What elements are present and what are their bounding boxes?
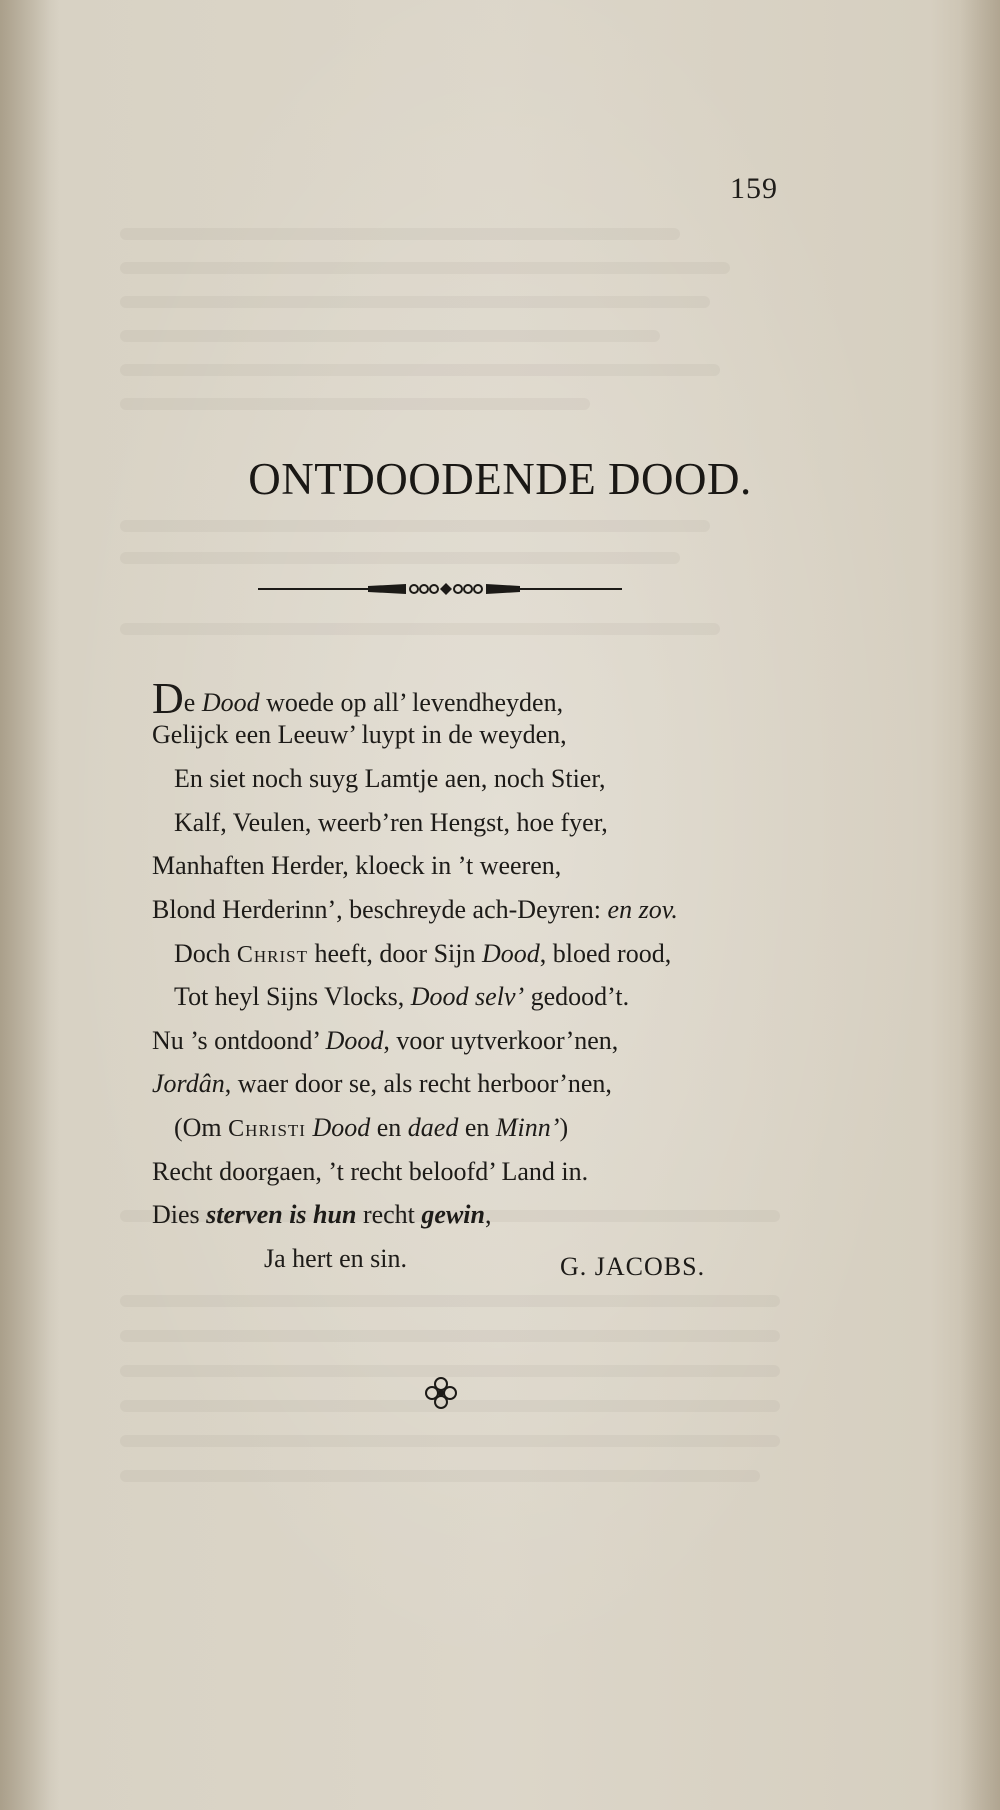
- line-text: Manhaften Herder, kloeck in ’t weeren,: [152, 851, 562, 880]
- poem-line: [174, 982, 629, 1012]
- line-text: Blond Herderinn’, beschreyde ach-Deyren:: [152, 895, 608, 924]
- line-text: Nu ’s ontdoond’: [152, 1026, 326, 1055]
- poem-line: [152, 674, 564, 723]
- author-signature: G. JACOBS.: [560, 1252, 706, 1281]
- poem-line: [152, 851, 561, 881]
- small-caps-text: Christi: [228, 1116, 306, 1142]
- page-number: 159: [730, 172, 778, 205]
- fleuron-icon: [424, 1376, 458, 1410]
- line-text: Doch: [174, 939, 237, 968]
- line-text: , voor uytverkoor’nen,: [383, 1026, 619, 1055]
- poem-line: [152, 895, 678, 925]
- line-text: Gelijck een Leeuw’ luypt in de weyden,: [152, 720, 567, 749]
- line-text: (Om: [174, 1113, 229, 1142]
- line-text: Dies: [152, 1200, 207, 1229]
- line-text: e: [183, 688, 202, 717]
- line-text: En siet noch suyg Lamtje aen, noch Stier,: [174, 764, 606, 793]
- line-text: en: [458, 1113, 496, 1142]
- page-shadow-left: [0, 0, 60, 1810]
- line-text: Tot heyl Sijns Vlocks,: [174, 982, 411, 1011]
- italic-text: Dood selv’: [410, 982, 525, 1011]
- line-text: gedood’t.: [524, 982, 630, 1011]
- line-text: Kalf, Veulen, weerb’ren Hengst, hoe fyer,: [174, 808, 608, 837]
- italic-text: daed: [407, 1113, 459, 1142]
- poem-title: ONTDOODENDE DOOD.: [248, 454, 752, 504]
- poem-line: [152, 1157, 588, 1187]
- poem-line: [174, 764, 605, 794]
- page-shadow-right: [960, 0, 1000, 1810]
- poem-line: [152, 1200, 491, 1230]
- italic-text: Dood: [481, 939, 540, 968]
- line-text: Ja hert en sin.: [264, 1244, 407, 1273]
- line-text: , bloed rood,: [539, 939, 672, 968]
- line-text: , waer door se, als recht herboor’nen,: [224, 1069, 612, 1098]
- poem-line: [174, 1113, 568, 1143]
- italic-text: sterven is hun: [206, 1200, 357, 1229]
- italic-text: Dood: [325, 1026, 384, 1055]
- poem-line: [174, 808, 608, 838]
- line-text: recht: [356, 1200, 422, 1229]
- line-text: en: [370, 1113, 408, 1142]
- italic-text: en zov.: [607, 895, 678, 924]
- italic-text: Minn’: [495, 1113, 560, 1142]
- poem-line: [152, 720, 567, 750]
- line-text: Recht doorgaen, ’t recht beloofd’ Land in.: [152, 1157, 589, 1186]
- line-text: heeft, door Sijn: [307, 939, 482, 968]
- small-caps-text: Christ: [236, 942, 308, 968]
- poem-line: [264, 1244, 407, 1274]
- italic-text: gewin: [421, 1200, 485, 1229]
- drop-cap: D: [152, 674, 184, 723]
- line-text: ): [559, 1113, 569, 1142]
- poem-line: [174, 939, 671, 969]
- line-text: woede op all’ levendheyden,: [259, 688, 564, 717]
- line-text: ,: [484, 1200, 492, 1229]
- decorative-rule-icon: [258, 580, 622, 598]
- italic-text: Jordân: [152, 1069, 225, 1098]
- poem-line: [152, 1069, 612, 1099]
- italic-text: Dood: [201, 688, 260, 717]
- poem-line: [152, 1026, 618, 1056]
- italic-text: Dood: [312, 1113, 371, 1142]
